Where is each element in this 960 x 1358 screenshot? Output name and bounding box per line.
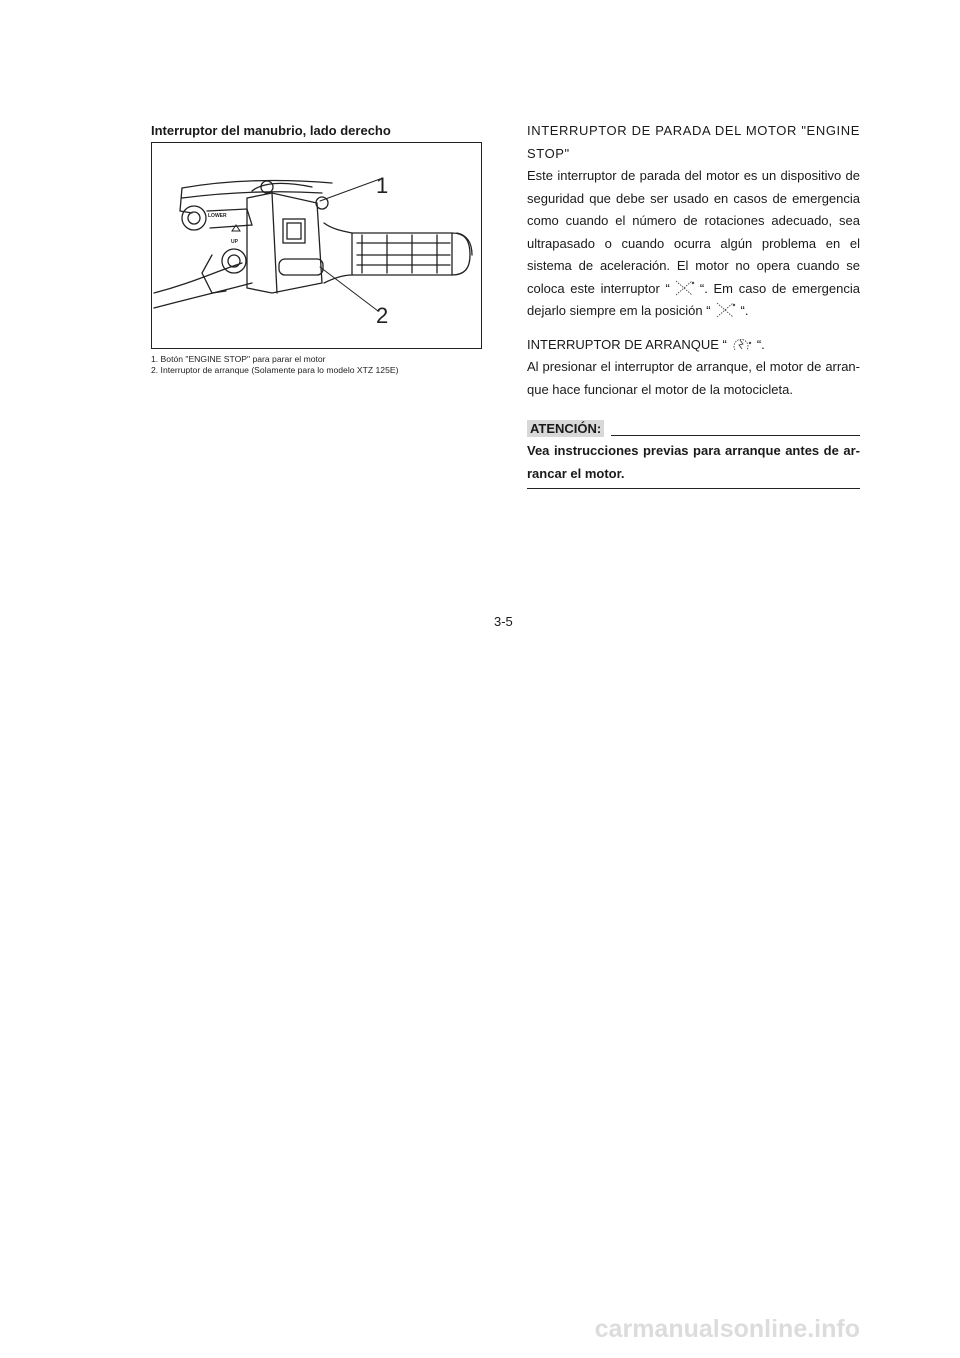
- attention-text: Vea instrucciones previas para arranque antes de ar- rancar el motor.: [527, 440, 860, 489]
- engine-stop-body-3: “.: [740, 303, 749, 318]
- caption-1: 1. Botón "ENGINE STOP" para parar el motor: [151, 354, 326, 364]
- engine-stop-run-icon: [711, 302, 741, 318]
- watermark: carmanualsonline.info: [594, 1315, 860, 1343]
- figure-title: Interruptor del manubrio, lado derecho: [151, 123, 391, 138]
- instructions-column: [527, 120, 860, 489]
- handlebar-switch-illustration: [151, 142, 482, 349]
- engine-stop-body-2: “. Em caso de emergencia dejarlo siempre em la posición “: [527, 280, 860, 318]
- attention-label: ATENCIÓN:: [527, 420, 604, 437]
- page-number: 3-5: [494, 614, 513, 629]
- starter-body: Al presionar el interruptor de arranque, el motor de arran- que hace funcionar el motor de la motocicleta.: [527, 359, 860, 397]
- callout-2: 2: [376, 303, 389, 328]
- figure-captions: [151, 354, 398, 376]
- engine-stop-off-icon: [670, 280, 700, 296]
- switch-label-up: UP: [231, 239, 238, 245]
- starter-heading-close: “.: [756, 336, 765, 352]
- engine-stop-body: [527, 165, 860, 323]
- attention-header: [527, 420, 860, 440]
- switch-label-lower: LOWER: [208, 213, 227, 219]
- engine-stop-heading: INTERRUPTOR DE PARADA DEL MOTOR "ENGINE STOP": [527, 123, 860, 161]
- attention-rule: [611, 435, 860, 436]
- callout-1: 1: [376, 173, 389, 198]
- caption-2: 2. Interruptor de arranque (Solamente para lo modelo XTZ 125E): [151, 365, 399, 375]
- starter-heading: [527, 334, 860, 357]
- starter-heading-text: INTERRUPTOR DE ARRANQUE “: [527, 336, 727, 352]
- engine-stop-body-1: Este interruptor de parada del motor es un dispositivo de seguridad que debe ser usado en casos de emergencia como cuando el número de rotaciones adecuado, sea ultrapasado o cuando ocurra algún problema en el sistema de aceleración. El motor no opera cuando se coloca este interruptor “: [527, 168, 860, 296]
- starter-icon: [727, 336, 757, 352]
